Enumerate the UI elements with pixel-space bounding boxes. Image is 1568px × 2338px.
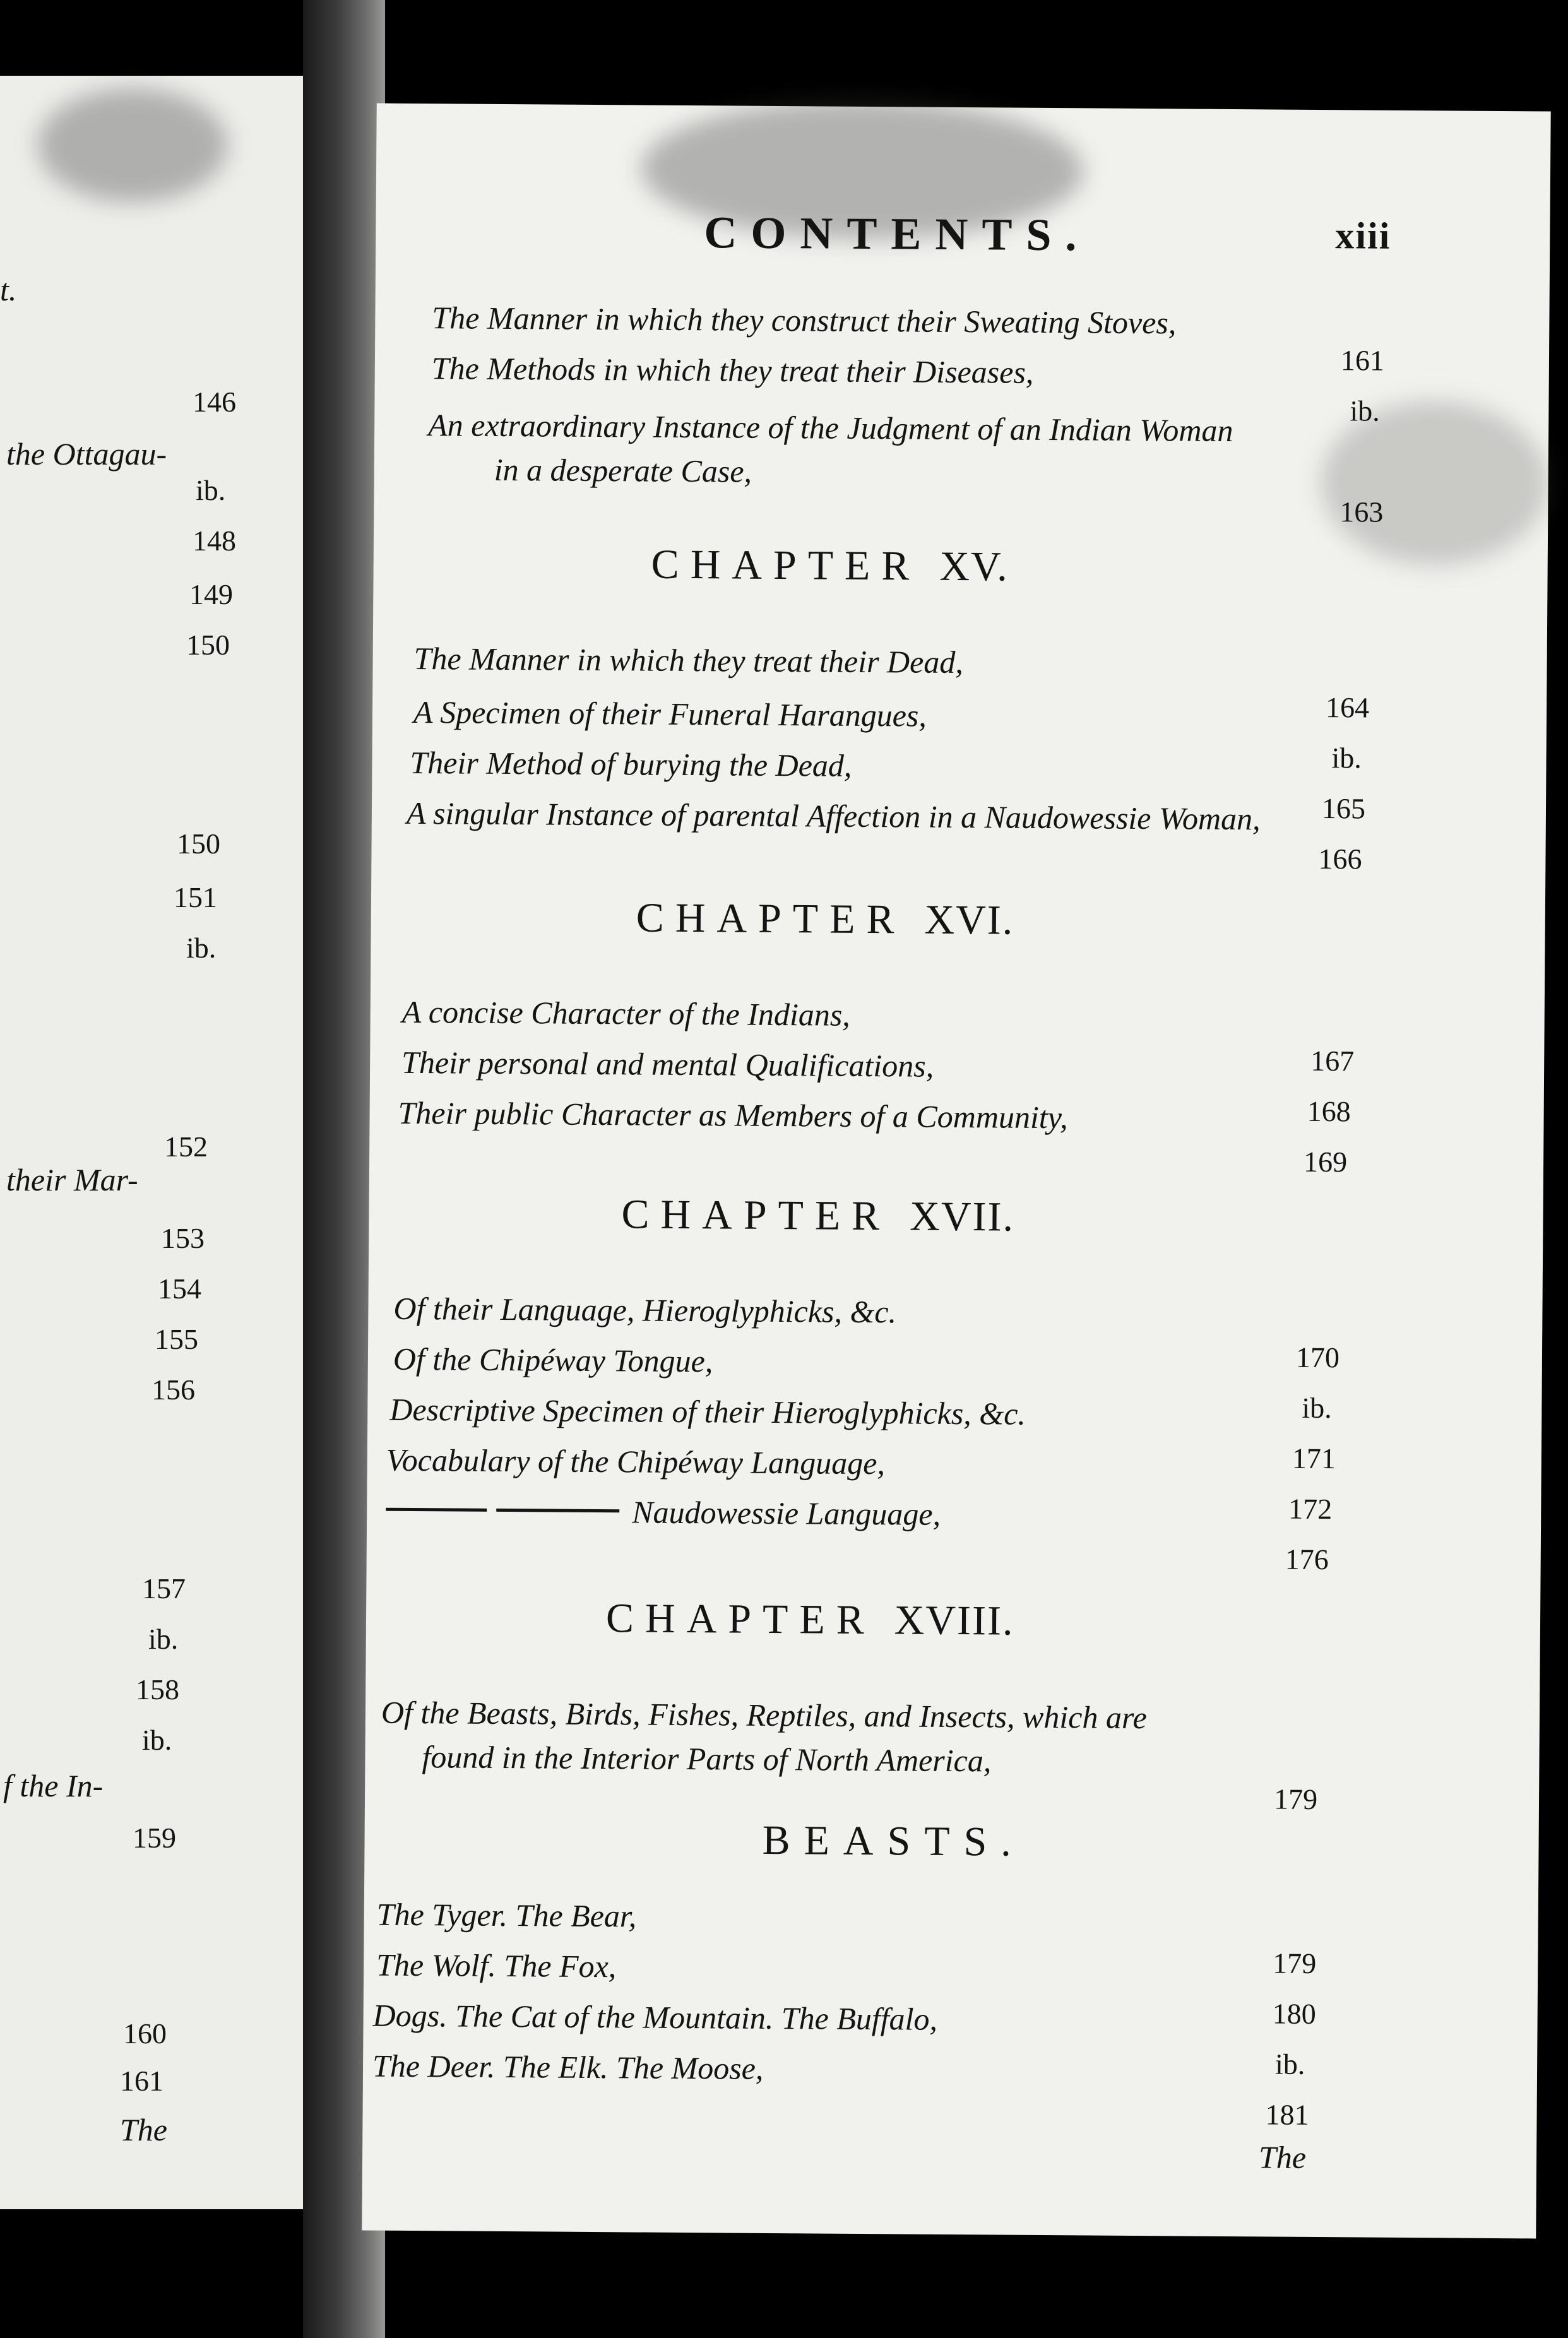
chapter-roman: XVII.	[909, 1193, 1015, 1240]
toc-entry: A concise Character of the Indians,	[401, 994, 851, 1033]
toc-page: 171	[1292, 1442, 1336, 1475]
toc-entry: The Deer. The Elk. The Moose,	[372, 2048, 764, 2086]
toc-entry: The Methods in which they treat their Diseases,	[431, 350, 1034, 390]
toc-entry: The Wolf. The Fox,	[376, 1947, 617, 1985]
chapter-heading	[606, 1594, 1014, 1646]
toc-entry: Naudowessie Language,	[632, 1494, 941, 1532]
left-page-ref: 150	[186, 629, 230, 661]
left-catchword: The	[120, 2112, 167, 2147]
stain	[38, 88, 227, 202]
toc-entry: Their personal and mental Qualifications,	[401, 1044, 934, 1084]
ditto-rule	[496, 1509, 619, 1512]
left-page-ref: 157	[142, 1572, 186, 1605]
toc-page: 168	[1307, 1095, 1351, 1128]
left-page-ref: 152	[164, 1130, 208, 1163]
toc-entry-cont: in a desperate Case,	[494, 451, 752, 489]
toc-page: 172	[1288, 1492, 1333, 1526]
toc-entry: A singular Instance of parental Affection in a Naudowessie Woman,	[406, 795, 1261, 837]
left-page-ref: 151	[174, 881, 217, 913]
toc-page: 167	[1310, 1044, 1355, 1077]
chapter-heading	[621, 1190, 1014, 1241]
left-page-ref: ib.	[186, 932, 217, 964]
toc-entry: Their Method of burying the Dead,	[410, 744, 852, 783]
toc-page: 163	[1339, 495, 1384, 528]
left-page-ref: 148	[193, 525, 236, 557]
left-page-ref: 158	[136, 1673, 179, 1706]
chapter-roman: XV.	[939, 543, 1009, 590]
toc-entry: Of their Language, Hieroglyphicks, &c.	[393, 1290, 897, 1330]
left-page-ref: 159	[133, 1822, 176, 1854]
left-page-ref: ib.	[148, 1623, 179, 1655]
left-page-ref: 153	[161, 1222, 205, 1254]
toc-page: 165	[1321, 792, 1366, 825]
left-page	[0, 76, 303, 2209]
toc-page: ib.	[1331, 742, 1362, 774]
toc-page: 179	[1273, 1947, 1317, 1980]
toc-entry: The Manner in which they construct their Sweating Stoves,	[432, 300, 1177, 341]
toc-page: ib.	[1350, 395, 1380, 427]
left-fragment: the Ottagau-	[6, 436, 167, 472]
chapter-label: CHAPTER	[605, 1595, 876, 1644]
ditto-rule	[386, 1508, 487, 1512]
toc-page: 164	[1325, 691, 1370, 724]
toc-page: 170	[1295, 1341, 1340, 1374]
toc-page: 161	[1340, 344, 1385, 377]
left-page-ref: 156	[151, 1374, 195, 1406]
left-page-ref: 155	[155, 1323, 198, 1355]
toc-page: 176	[1285, 1543, 1329, 1576]
right-page	[362, 104, 1550, 2239]
left-page-ref: 160	[123, 2017, 167, 2050]
toc-entry: The Manner in which they treat their Dead,	[413, 640, 964, 680]
toc-entry: An extraordinary Instance of the Judgment of an Indian Woman	[428, 407, 1233, 449]
toc-page: 166	[1318, 842, 1362, 875]
left-page-ref: 150	[177, 828, 220, 860]
toc-entry: Descriptive Specimen of their Hieroglyphicks, &c.	[389, 1391, 1026, 1432]
left-fragment: their Mar-	[6, 1162, 138, 1197]
toc-page: 169	[1303, 1145, 1348, 1178]
left-page-ref: 149	[189, 578, 233, 610]
toc-entry: Their public Character as Members of a Community,	[398, 1095, 1068, 1136]
left-page-ref: 146	[193, 386, 236, 418]
chapter-roman: XVI.	[924, 896, 1014, 944]
toc-entry: Dogs. The Cat of the Mountain. The Buffalo,	[372, 1997, 938, 2037]
chapter-heading	[636, 894, 1014, 944]
toc-entry: The Tyger. The Bear,	[376, 1896, 637, 1934]
toc-page: ib.	[1274, 2048, 1305, 2080]
section-heading: BEASTS.	[762, 1817, 1026, 1865]
toc-entry: Vocabulary of the Chipéway Language,	[386, 1442, 886, 1481]
left-page-ref: 154	[158, 1273, 201, 1305]
catchword: The	[1258, 2139, 1307, 2175]
toc-entry: A Specimen of their Funeral Harangues,	[413, 694, 927, 733]
left-fragment: t.	[0, 272, 17, 307]
page-title: CONTENTS.	[704, 207, 1091, 261]
left-fragment: f the In-	[3, 1768, 104, 1803]
toc-entry: Of the Beasts, Birds, Fishes, Reptiles, and Insects, which are	[381, 1694, 1147, 1736]
chapter-label: CHAPTER	[636, 894, 906, 943]
toc-page: 181	[1265, 2098, 1309, 2131]
left-page-ref: ib.	[142, 1724, 172, 1756]
chapter-heading	[651, 541, 1009, 591]
toc-page: 180	[1272, 1997, 1316, 2031]
chapter-label: CHAPTER	[621, 1191, 891, 1240]
toc-page: ib.	[1302, 1391, 1332, 1425]
toc-page: 179	[1273, 1783, 1318, 1816]
toc-entry-cont: found in the Interior Parts of North America,	[422, 1739, 992, 1779]
chapter-roman: XVIII.	[894, 1597, 1014, 1644]
page-number: xiii	[1335, 215, 1391, 257]
toc-entry: Of the Chipéway Tongue,	[393, 1341, 713, 1379]
chapter-label: CHAPTER	[651, 541, 921, 590]
left-page-ref: 161	[120, 2065, 163, 2097]
left-page-ref: ib.	[196, 474, 226, 506]
